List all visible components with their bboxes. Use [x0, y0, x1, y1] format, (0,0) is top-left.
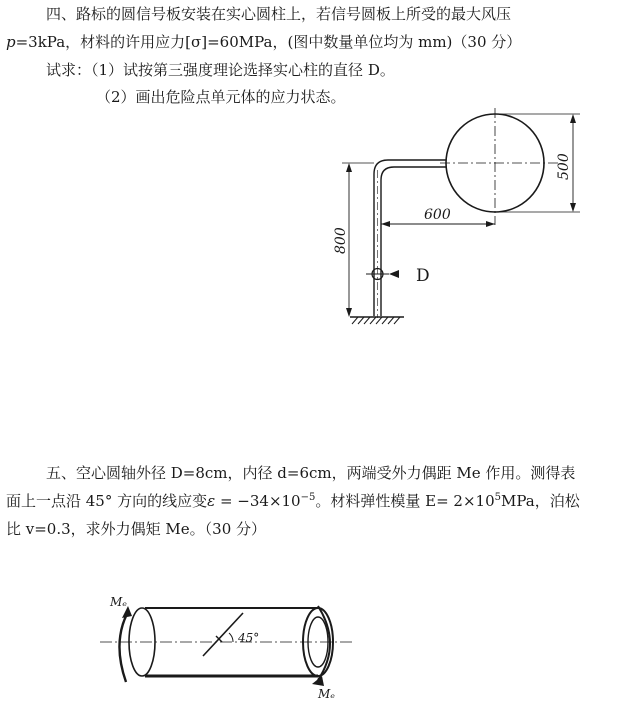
- left-couple-arrow: [119, 612, 128, 682]
- dim-500: 500: [556, 153, 572, 180]
- strain-symbol: ε: [207, 492, 216, 510]
- pressure-text: =3kPa，材料的许用应力[σ]=60MPa，(图中数量单位均为 mm)（30 分）: [15, 33, 522, 51]
- problem4-line3: 试求：（1）试按第三强度理论选择实心柱的直径 D。: [46, 61, 395, 79]
- label-D: D: [416, 266, 430, 286]
- modulus-text: 。材料弹性模量 E= 2×10: [315, 492, 495, 510]
- pressure-variable: p: [6, 33, 16, 51]
- strain-exponent: −5: [300, 492, 316, 503]
- modulus-exponent: 5: [494, 492, 501, 503]
- label-Me-right: Mₑ: [318, 687, 335, 701]
- problem4-line1: 四、路标的圆信号板安装在实心圆柱上，若信号圆板上所受的最大风压: [46, 5, 512, 23]
- angle-arc: [229, 633, 233, 642]
- problem5-line3: 比 v=0.3，求外力偶矩 Me。（30 分）: [6, 520, 267, 538]
- strain-value: = −34×10: [215, 492, 301, 510]
- strain-gauge-line: [203, 613, 243, 656]
- poisson-text: MPa，泊松: [501, 492, 580, 510]
- dim-600: 600: [424, 207, 451, 223]
- problem5-line1: 五、空心圆轴外径 D=8cm，内径 d=6cm，两端受外力偶距 Me 作用。测得表: [46, 464, 576, 482]
- dim-800: 800: [333, 227, 349, 254]
- strain-intro: 面上一点沿 45° 方向的线应变: [6, 492, 208, 510]
- label-Me-left: Mₑ: [110, 595, 127, 609]
- problem4-line4: （2）画出危险点单元体的应力状态。: [96, 88, 346, 106]
- label-45-deg: 45°: [238, 631, 260, 645]
